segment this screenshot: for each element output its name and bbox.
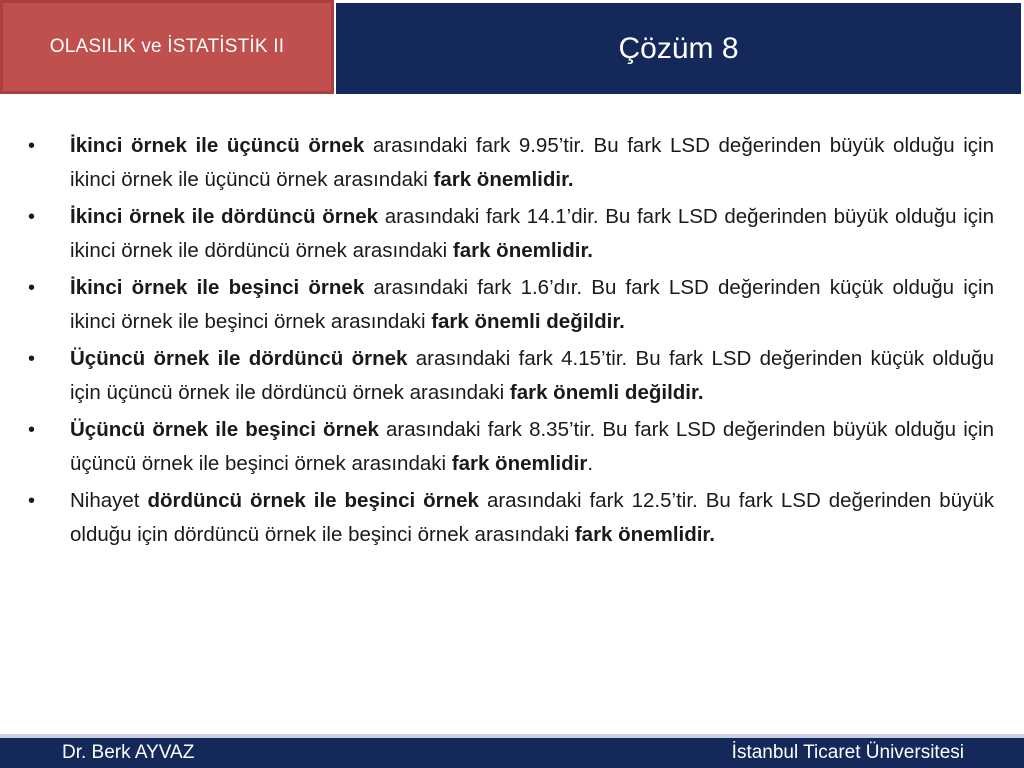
footer-author: Dr. Berk AYVAZ: [62, 742, 195, 763]
bullet-text: arasındaki fark 12.5’tir. Bu fark LSD değerinden büyük olduğu için dördüncü örnek ile beşinci örnek arasındaki: [70, 489, 994, 546]
bullet-bold-lead: Üçüncü örnek ile beşinci örnek: [70, 418, 379, 441]
bullet-bold-conclusion: fark önemlidir.: [452, 239, 594, 262]
bullet-suffix: .: [587, 452, 594, 475]
bullet-bold-lead: İkinci örnek ile beşinci örnek: [70, 276, 365, 299]
slide-title: Çözüm 8: [618, 31, 739, 65]
bullet-bold-lead: İkinci örnek ile dördüncü örnek: [70, 205, 379, 228]
bullet-text: arasındaki fark 4.15’tir. Bu fark LSD değerinden küçük olduğu için üçüncü örnek ile dördüncü örnek arasındaki: [70, 347, 994, 404]
bullet-text: arasındaki fark 1.6’dır. Bu fark LSD değerinden küçük olduğu için ikinci örnek ile beşinci örnek arasındaki: [70, 276, 995, 333]
bullet-bold-conclusion: fark önemli değildir.: [431, 310, 625, 333]
bullet-dot-icon: •: [28, 277, 36, 299]
bullet-text: arasındaki fark 14.1’dir. Bu fark LSD değerinden büyük olduğu için ikinci örnek ile dördüncü örnek arasındaki: [70, 205, 994, 262]
list-item: [28, 271, 994, 339]
list-item: [28, 200, 994, 268]
slide-title-banner: [336, 3, 1021, 94]
bullet-dot-icon: •: [28, 135, 36, 157]
bullet-bold-lead: Üçüncü örnek ile dördüncü örnek: [70, 347, 408, 370]
bullet-text: arasındaki fark 8.35’tir. Bu fark LSD değerinden büyük olduğu için üçüncü örnek ile beşinci örnek arasındaki: [70, 418, 994, 475]
bullet-dot-icon: •: [28, 490, 36, 512]
bullet-bold-conclusion: fark önemli değildir.: [509, 381, 704, 404]
bullet-bold-lead: dördüncü örnek ile beşinci örnek: [147, 489, 479, 512]
slide-body: [28, 129, 994, 555]
footer-bar: [0, 738, 1024, 768]
bullet-bold-conclusion: fark önemlidir.: [574, 523, 715, 546]
bullet-prefix: Nihayet: [70, 489, 148, 512]
list-item: [28, 129, 994, 197]
bullet-bold-lead: İkinci örnek ile üçüncü örnek: [70, 134, 365, 157]
course-title: OLASILIK ve İSTATİSTİK II: [49, 36, 285, 57]
list-item: [28, 484, 994, 552]
course-title-banner: [0, 0, 334, 94]
bullet-dot-icon: •: [28, 348, 36, 370]
bullet-list: [28, 129, 994, 552]
bullet-bold-conclusion: fark önemlidir: [451, 452, 588, 475]
list-item: [28, 342, 994, 410]
bullet-dot-icon: •: [28, 419, 36, 441]
footer-institution: İstanbul Ticaret Üniversitesi: [731, 742, 964, 763]
bullet-bold-conclusion: fark önemlidir.: [433, 168, 574, 191]
bullet-text: arasındaki fark 9.95’tir. Bu fark LSD değerinden büyük olduğu için ikinci örnek ile üçüncü örnek arasındaki: [70, 134, 994, 191]
list-item: [28, 413, 994, 481]
bullet-dot-icon: •: [28, 206, 36, 228]
